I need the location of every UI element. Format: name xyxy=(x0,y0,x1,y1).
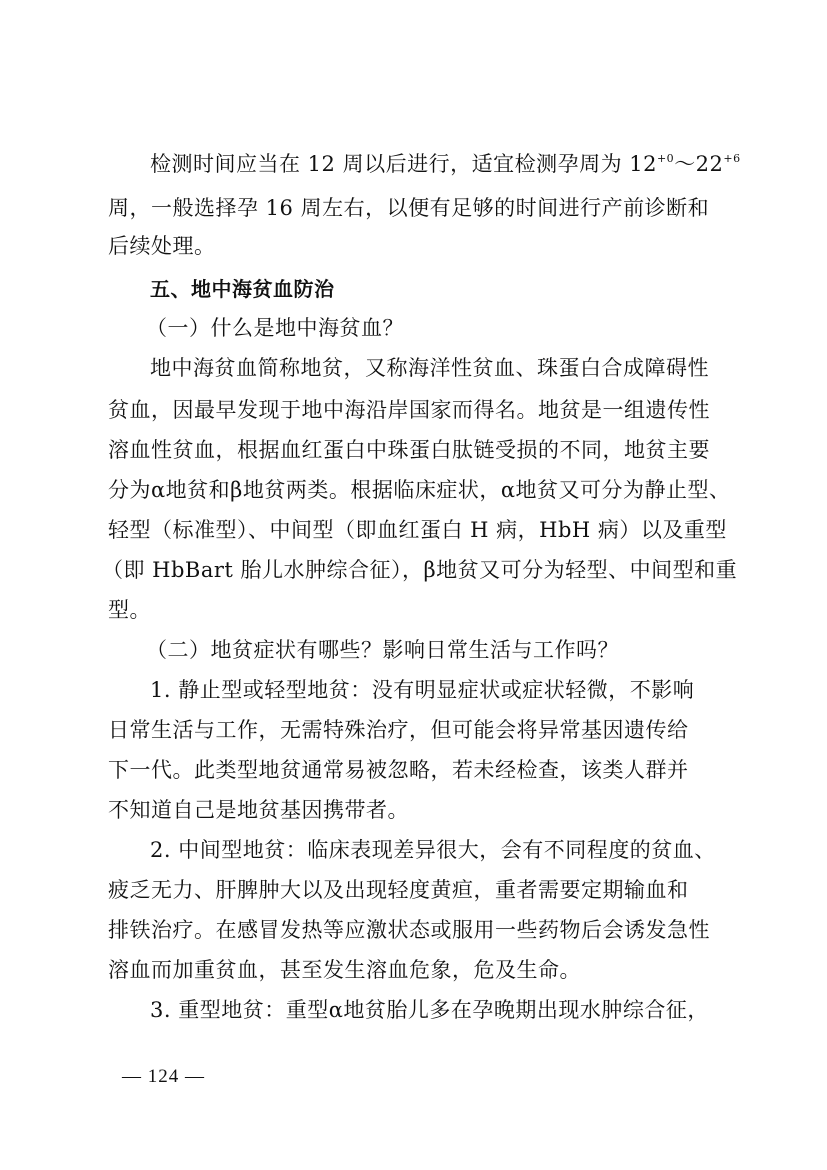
page-number: — 124 — xyxy=(122,1066,205,1087)
paragraph-line: 溶血而加重贫血，甚至发生溶血危象，危及生命。 xyxy=(108,958,581,982)
paragraph-line: 下一代。此类型地贫通常易被忽略，若未经检查，该类人群并 xyxy=(108,758,689,782)
subsection-heading: （一）什么是地中海贫血？ xyxy=(146,316,404,340)
paragraph-line xyxy=(150,150,741,182)
paragraph-line: 周，一般选择孕 16 周左右，以便有足够的时间进行产前诊断和 xyxy=(108,196,710,220)
paragraph-line: 疲乏无力、肝脾肿大以及出现轻度黄疸，重者需要定期输血和 xyxy=(108,878,689,902)
paragraph-line: 日常生活与工作，无需特殊治疗，但可能会将异常基因遗传给 xyxy=(108,718,689,742)
paragraph-line: （即 HbBart 胎儿水肿综合征），β地贫又可分为轻型、中间型和重 xyxy=(102,558,738,582)
paragraph-line: 后续处理。 xyxy=(108,234,216,258)
paragraph-line: 轻型（标准型）、中间型（即血红蛋白 H 病，HbH 病）以及重型 xyxy=(108,518,727,542)
superscript: +0 xyxy=(656,152,675,165)
paragraph-line: 不知道自己是地贫基因携带者。 xyxy=(108,798,409,822)
paragraph-line: 分为α地贫和β地贫两类。根据临床症状，α地贫又可分为静止型、 xyxy=(108,478,731,502)
paragraph-line: 型。 xyxy=(108,598,151,622)
superscript: +6 xyxy=(723,152,741,165)
section-heading: 五、地中海贫血防治 xyxy=(150,277,335,301)
paragraph-line: 地中海贫血简称地贫，又称海洋性贫血、珠蛋白合成障碍性 xyxy=(150,356,709,380)
paragraph-line: 贫血，因最早发现于地中海沿岸国家而得名。地贫是一组遗传性 xyxy=(108,398,710,422)
subsection-heading: （二）地贫症状有哪些？影响日常生活与工作吗？ xyxy=(146,638,619,662)
text-segment: ～22 xyxy=(674,152,724,176)
paragraph-line: 1. 静止型或轻型地贫：没有明显症状或症状轻微，不影响 xyxy=(150,678,695,702)
paragraph-line: 排铁治疗。在感冒发热等应激状态或服用一些药物后会诱发急性 xyxy=(108,918,710,942)
paragraph-line: 3. 重型地贫：重型α地贫胎儿多在孕晚期出现水肿综合征， xyxy=(150,998,709,1022)
paragraph-line: 溶血性贫血，根据血红蛋白中珠蛋白肽链受损的不同，地贫主要 xyxy=(108,438,710,462)
paragraph-line: 2. 中间型地贫：临床表现差异很大，会有不同程度的贫血、 xyxy=(150,838,716,862)
text-segment: 检测时间应当在 12 周以后进行，适宜检测孕周为 12 xyxy=(150,152,657,176)
